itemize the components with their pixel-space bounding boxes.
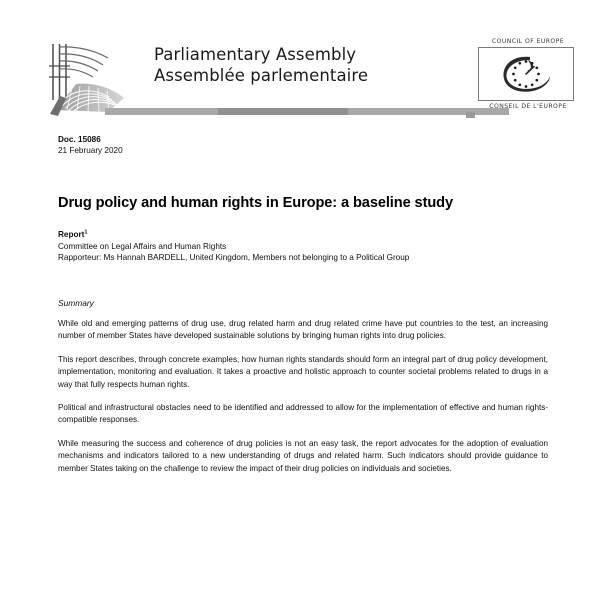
pace-hemicycle-icon [46, 38, 146, 118]
summary-paragraph: While old and emerging patterns of drug use, drug related harm and drug related crime have put countries to the test, an increasing number of member States have developed sustainable solutions by bringing human rights into drug policies. [58, 319, 548, 341]
summary-paragraph: This report describes, through concrete examples, how human rights standards should form an integral part of drug policy development, implementation, monitoring and evaluation. It takes a proactive and holistic approach to counter societal problems related to drugs in a way that fully respects human rights. [58, 354, 548, 389]
coe-emblem-frame [478, 47, 574, 101]
council-of-europe-logo-block [478, 38, 578, 120]
coe-label-english: COUNCIL OF EUROPE [491, 38, 565, 45]
document-number: Doc. 15086 [58, 135, 101, 144]
pace-wordmark [154, 44, 384, 86]
summary-heading: Summary [58, 298, 94, 308]
summary-paragraph: While measuring the success and coherence of drug policies is not an easy task, the report advocates for the adoption of evaluation mechanisms and indicators tailored to a new understanding of drugs and related harm. Such indicators should provide guidance to member States taking on the challenge to review the impact of their drug policies on individuals and societies. [58, 438, 548, 473]
document-date: 21 February 2020 [58, 146, 123, 155]
rapporteur-name: Rapporteur: Ms Hannah BARDELL, United Kingdom, Members not belonging to a Political Group [58, 253, 410, 262]
report-label-text: Report [58, 230, 85, 239]
committee-name: Committee on Legal Affairs and Human Rights [58, 241, 227, 251]
summary-paragraph: Political and infrastructural obstacles need to be identified and addressed to allow for the implementation of effective and human rights-compatible responses. [58, 403, 548, 425]
pace-title-english: Parliamentary Assembly [154, 45, 357, 64]
page-title: Drug policy and human rights in Europe: a baseline study [58, 194, 453, 211]
pace-logo-block [46, 38, 376, 120]
coe-label-french: CONSEIL DE L'EUROPE [489, 103, 567, 110]
header-url-watermark [218, 108, 348, 115]
summary-body [58, 318, 548, 475]
pace-title-french: Assemblée parlementaire [154, 66, 369, 85]
document-header [0, 0, 600, 128]
coe-stars-emblem-icon [499, 51, 553, 97]
footnote-marker: 1 [84, 229, 88, 236]
document-reference [58, 134, 123, 156]
report-byline [58, 229, 550, 264]
header-rule-endcap [466, 112, 475, 118]
report-label [58, 229, 550, 241]
